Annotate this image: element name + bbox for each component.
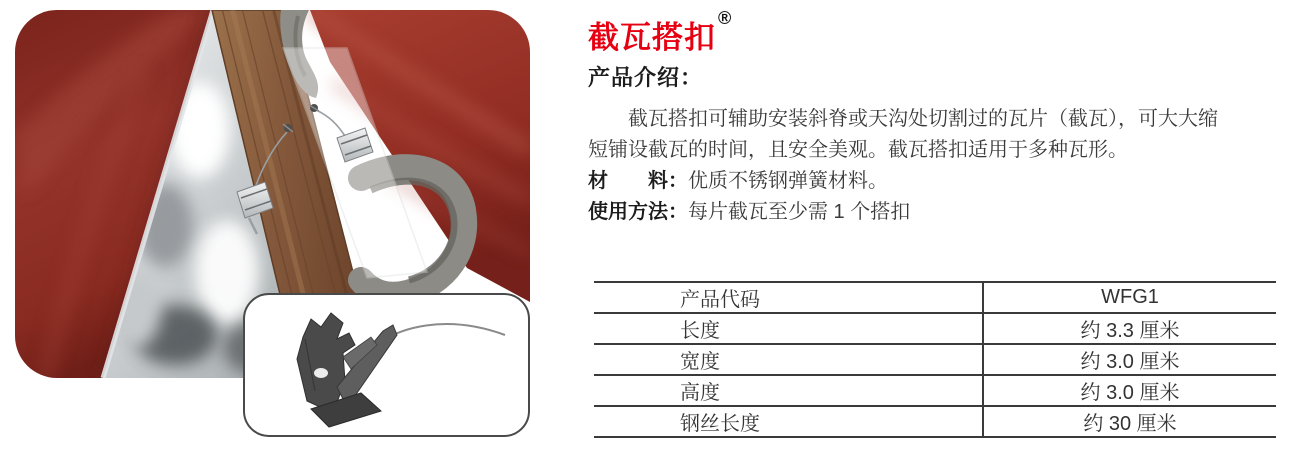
- spec-row-product-code: [594, 281, 1276, 312]
- intro-heading: 产品介绍：: [588, 65, 704, 90]
- product-title-text: 截瓦搭扣: [588, 20, 716, 55]
- page-title: [588, 7, 733, 57]
- intro-line-1: 截瓦搭扣可辅助安装斜脊或天沟处切割过的瓦片（截瓦），可大大缩: [628, 108, 1218, 130]
- material-value: 优质不锈钢弹簧材料。: [688, 170, 888, 192]
- spec-label: 产品代码: [680, 289, 760, 311]
- spec-row-length: [594, 312, 1276, 343]
- spec-row-wire-length: [594, 405, 1276, 436]
- spec-value: 约 3.0 厘米: [982, 376, 1276, 405]
- spec-value: 约 30 厘米: [982, 407, 1276, 436]
- spec-label: 宽度: [680, 351, 720, 373]
- spec-table: [594, 281, 1276, 438]
- clip-body: [297, 313, 397, 427]
- material-label: 材 料：: [588, 170, 688, 192]
- spec-value: 约 3.0 厘米: [982, 345, 1276, 374]
- spec-label: 长度: [680, 320, 720, 342]
- material-line: [588, 166, 1278, 197]
- product-inset-photo: [243, 293, 530, 437]
- spec-label: 高度: [680, 382, 720, 404]
- usage-line: [588, 197, 1278, 228]
- intro-body: [588, 104, 1278, 228]
- spec-row-width: [594, 343, 1276, 374]
- usage-value: 每片截瓦至少需 1 个搭扣: [688, 201, 911, 223]
- intro-line-2: 短铺设截瓦的时间，且安全美观。截瓦搭扣适用于多种瓦形。: [588, 139, 1128, 161]
- spec-row-height: [594, 374, 1276, 405]
- usage-label: 使用方法：: [588, 201, 688, 223]
- registered-mark: ®: [718, 7, 733, 28]
- spec-label: 钢丝长度: [680, 413, 760, 435]
- spec-value: WFG1: [982, 283, 1276, 312]
- clip-product-drawing: [245, 295, 528, 435]
- spec-value: 约 3.3 厘米: [982, 314, 1276, 343]
